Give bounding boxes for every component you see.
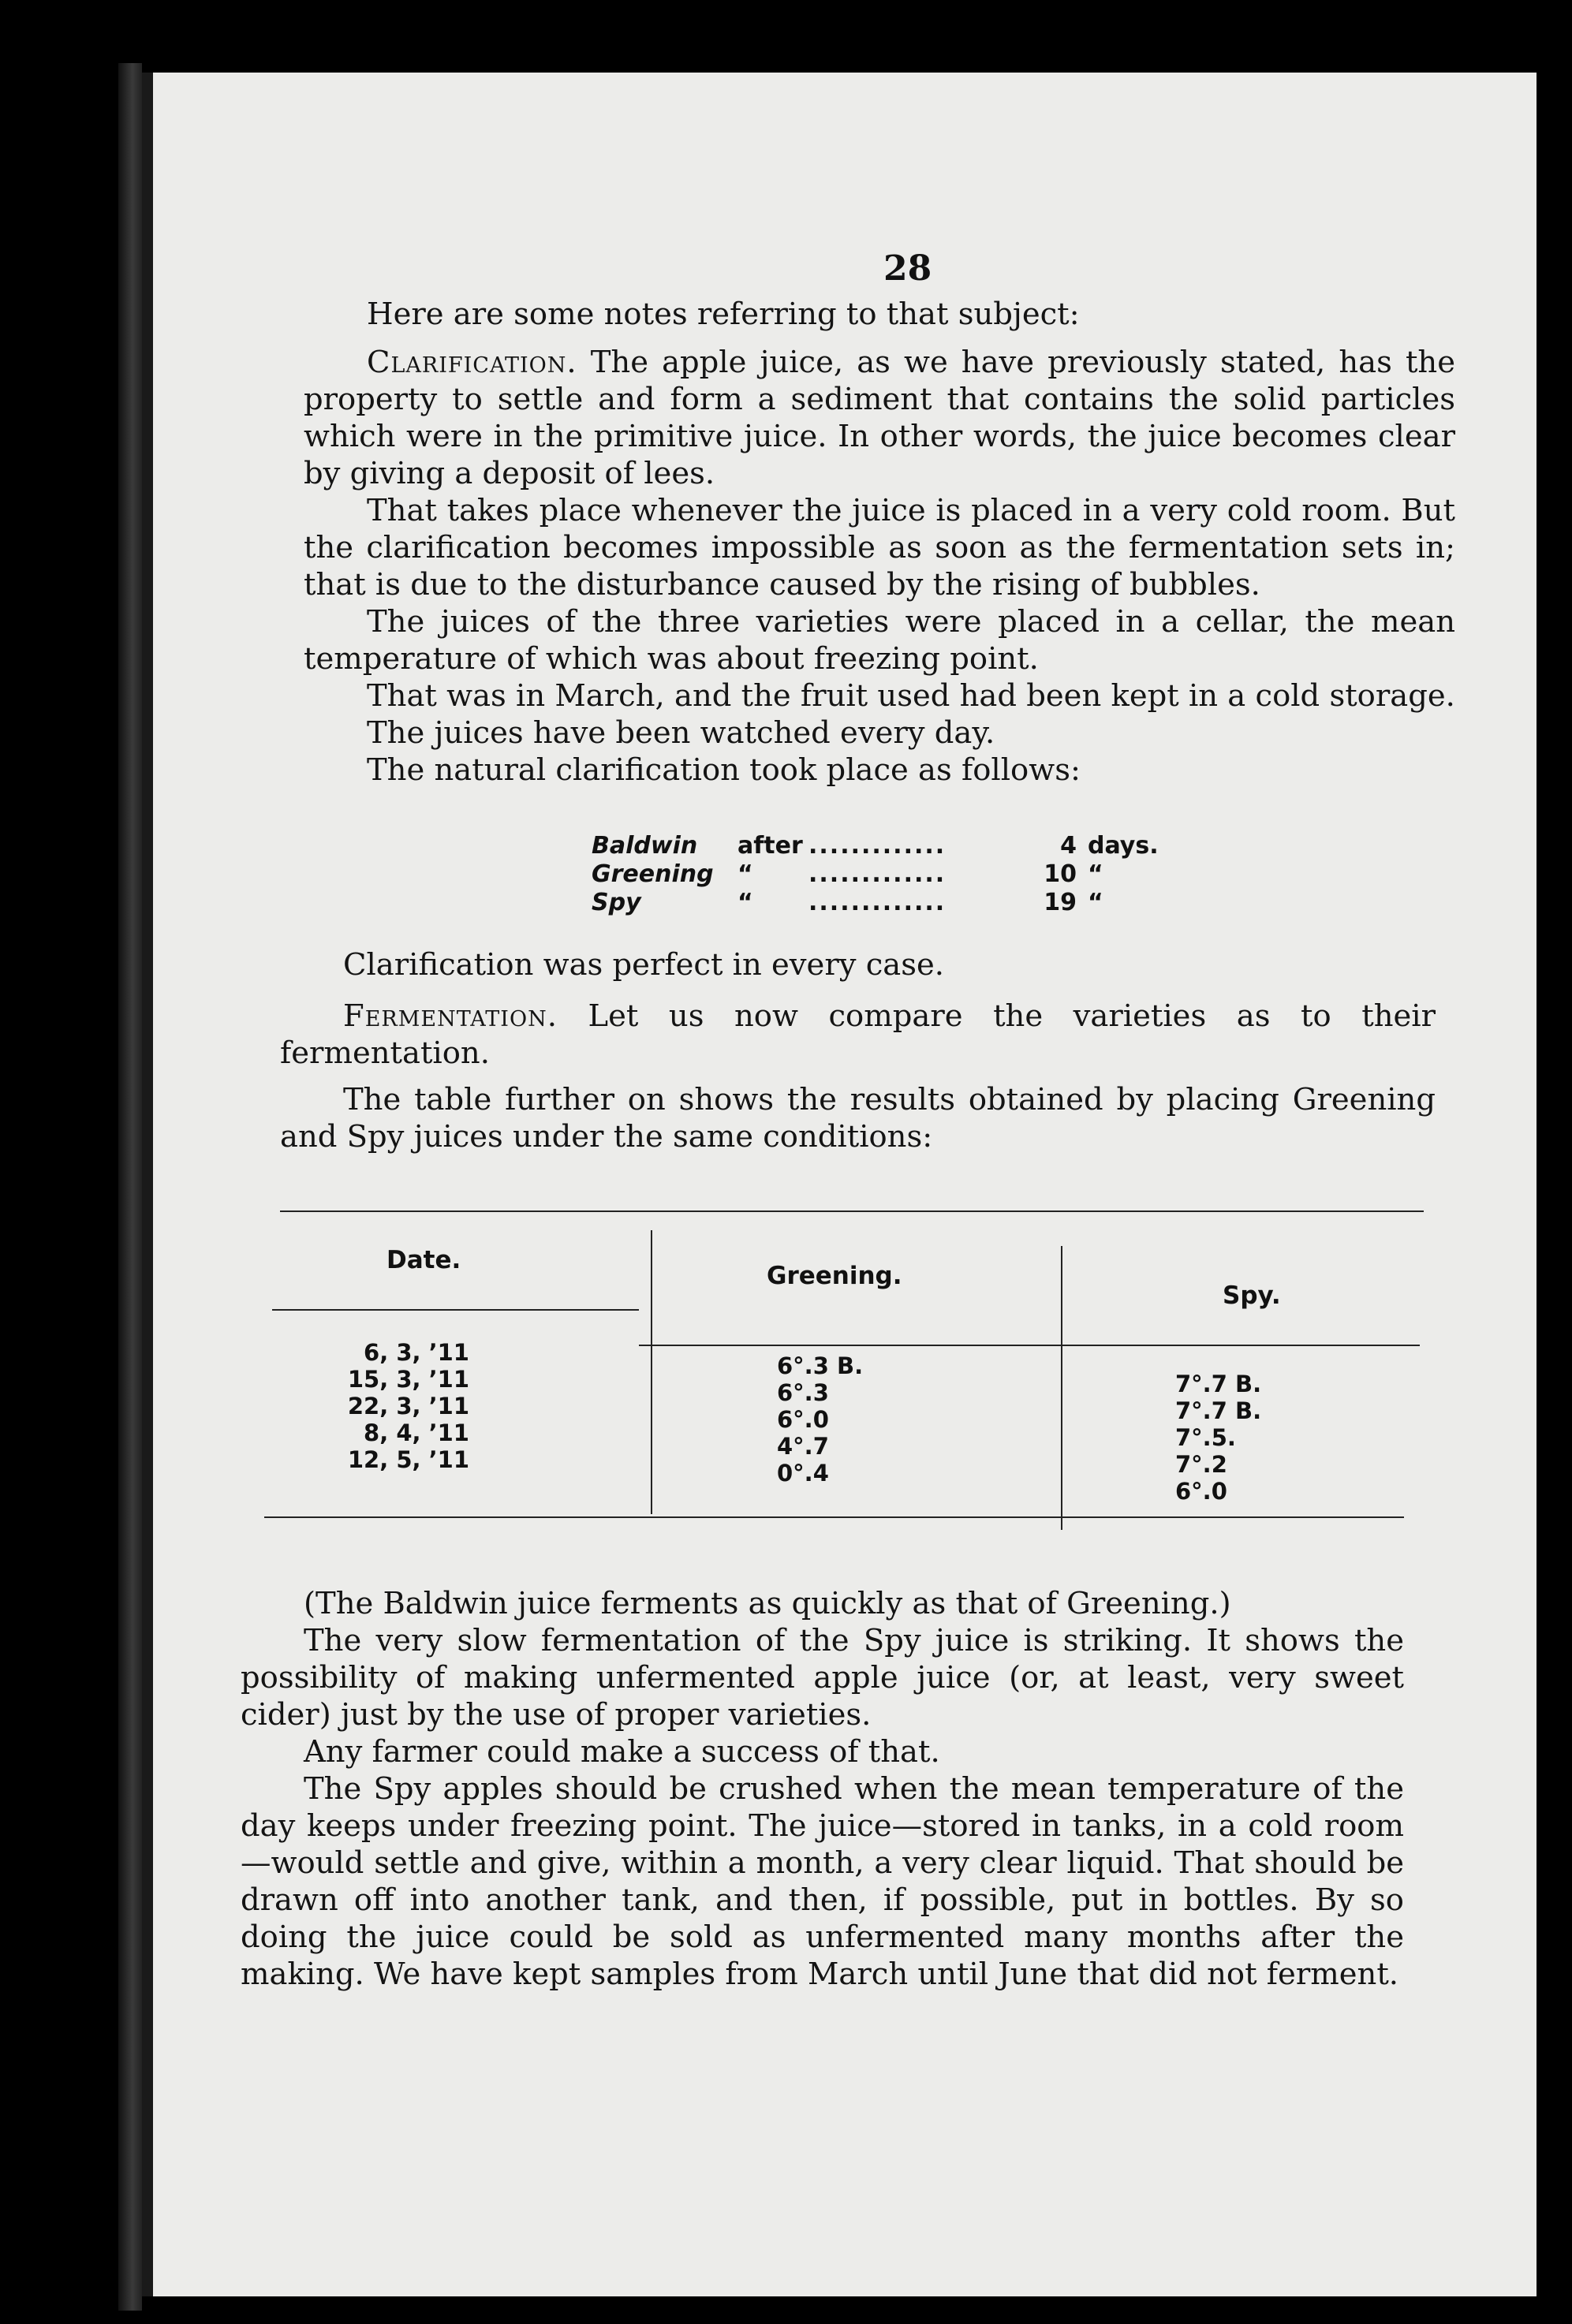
- paragraph-baldwin-note: (The Baldwin juice ferments as quickly as that of Greening.): [304, 1586, 1231, 1621]
- table-top-rule: [280, 1210, 1424, 1212]
- date-column: [335, 1339, 469, 1473]
- fermentation-table: [264, 1210, 1428, 1565]
- days-value: 4: [1060, 832, 1077, 860]
- text-block-middle: [280, 946, 1436, 1155]
- column-divider-2: [1061, 1246, 1062, 1530]
- book-binding: [118, 63, 142, 2311]
- leader-dots: .............: [808, 832, 947, 860]
- greening-cell: 0°.4: [777, 1460, 829, 1487]
- variety-name: Greening: [592, 860, 714, 888]
- list-item: [592, 860, 1159, 889]
- header-spy: Spy.: [1223, 1281, 1281, 1310]
- fermentation-lead: Fermentation.: [343, 998, 558, 1034]
- table-bottom-rule: [264, 1516, 1404, 1518]
- paragraph-clarification: [304, 344, 1455, 492]
- variety-name: Baldwin: [592, 832, 698, 860]
- date-cell: 12, 5, ’11: [347, 1446, 469, 1473]
- greening-column: [777, 1352, 863, 1487]
- header-greening: Greening.: [767, 1262, 902, 1290]
- greening-cell: 6°.3: [777, 1379, 829, 1406]
- scan-border: [1537, 73, 1572, 2296]
- text-block-bottom: [241, 1585, 1404, 1993]
- paragraph-intro: Here are some notes referring to that subject:: [367, 297, 1080, 332]
- date-cell: 6, 3, ’11: [364, 1339, 469, 1366]
- variety-name: Spy: [592, 889, 641, 916]
- spy-column: [1175, 1371, 1261, 1505]
- leader-dots: .............: [808, 889, 947, 916]
- text-block-top: [304, 296, 1455, 789]
- paragraph-cellar: The juices of the three varieties were placed in a cellar, the mean temperature of which was about freezing point.: [304, 604, 1455, 677]
- greening-cell: 4°.7: [777, 1433, 829, 1460]
- list-item: [592, 832, 1159, 860]
- spy-cell: 7°.5.: [1175, 1424, 1236, 1451]
- paragraph-table-intro: The table further on shows the results obtained by placing Greening and Spy juices under the same conditions:: [280, 1082, 1436, 1155]
- paragraph-cold-room: That takes place whenever the juice is placed in a very cold room. But the clarification becomes impossible as soon as the fermentation sets in; that is due to the disturbance caused by the rising of bubbles.: [304, 493, 1455, 602]
- fermentation-text: Let us now compare the varieties as to their fermentation.: [280, 998, 1436, 1071]
- paragraph-perfect: Clarification was perfect in every case.: [343, 947, 945, 983]
- paragraph-watched: The juices have been watched every day.: [367, 715, 995, 751]
- clarification-text: The apple juice, as we have previously stated, has the property to settle and form a sediment that contains the solid particles which were in the primitive juice. In other words, the juice becomes clear by giving a deposit of lees.: [304, 345, 1455, 491]
- paragraph-farmer: Any farmer could make a success of that.: [304, 1734, 940, 1770]
- greening-cell: 6°.3 B.: [777, 1352, 864, 1379]
- header-rule-rest: [639, 1345, 1420, 1346]
- after-word: after: [737, 832, 803, 860]
- clarification-list: [592, 832, 1159, 917]
- list-item: [592, 889, 1159, 917]
- page-number: 28: [883, 248, 932, 289]
- paragraph-as-follows: The natural clarification took place as follows:: [367, 752, 1081, 788]
- after-word: “: [737, 860, 753, 888]
- paragraph-march: That was in March, and the fruit used had been kept in a cold storage.: [367, 678, 1455, 714]
- date-cell: 8, 4, ’11: [364, 1419, 469, 1446]
- greening-cell: 6°.0: [777, 1406, 829, 1433]
- spy-cell: 7°.7 B.: [1175, 1371, 1262, 1397]
- clarification-lead: Clarification.: [367, 345, 577, 380]
- paragraph-spy-striking: The very slow fermentation of the Spy juice is striking. It shows the possibility of making unfermented apple juice (or, at least, very sweet cider) just by the use of proper varieties.: [241, 1623, 1404, 1733]
- days-unit: “: [1088, 860, 1103, 888]
- date-cell: 22, 3, ’11: [347, 1393, 469, 1419]
- spy-cell: 7°.7 B.: [1175, 1397, 1262, 1424]
- spy-cell: 7°.2: [1175, 1451, 1227, 1478]
- days-value: 19: [1044, 889, 1077, 916]
- header-rule-date: [272, 1309, 639, 1311]
- paragraph-method: The Spy apples should be crushed when the mean temperature of the day keeps under freezing point. The juice—stored in tanks, in a cold room—would settle and give, within a month, a very clear liquid. That should be drawn off into another tank, and then, if possible, put in bottles. By so doing the juice could be sold as unfermented many months after the making. We have kept samples from March until June that did not ferment.: [241, 1771, 1404, 1992]
- date-cell: 15, 3, ’11: [347, 1366, 469, 1393]
- header-date: Date.: [386, 1246, 461, 1274]
- spy-cell: 6°.0: [1175, 1478, 1227, 1505]
- days-unit: “: [1088, 889, 1103, 916]
- after-word: “: [737, 889, 753, 916]
- paragraph-fermentation: [280, 998, 1436, 1072]
- days-unit: days.: [1088, 832, 1159, 860]
- column-divider-1: [651, 1230, 652, 1514]
- leader-dots: .............: [808, 860, 947, 888]
- days-value: 10: [1044, 860, 1077, 888]
